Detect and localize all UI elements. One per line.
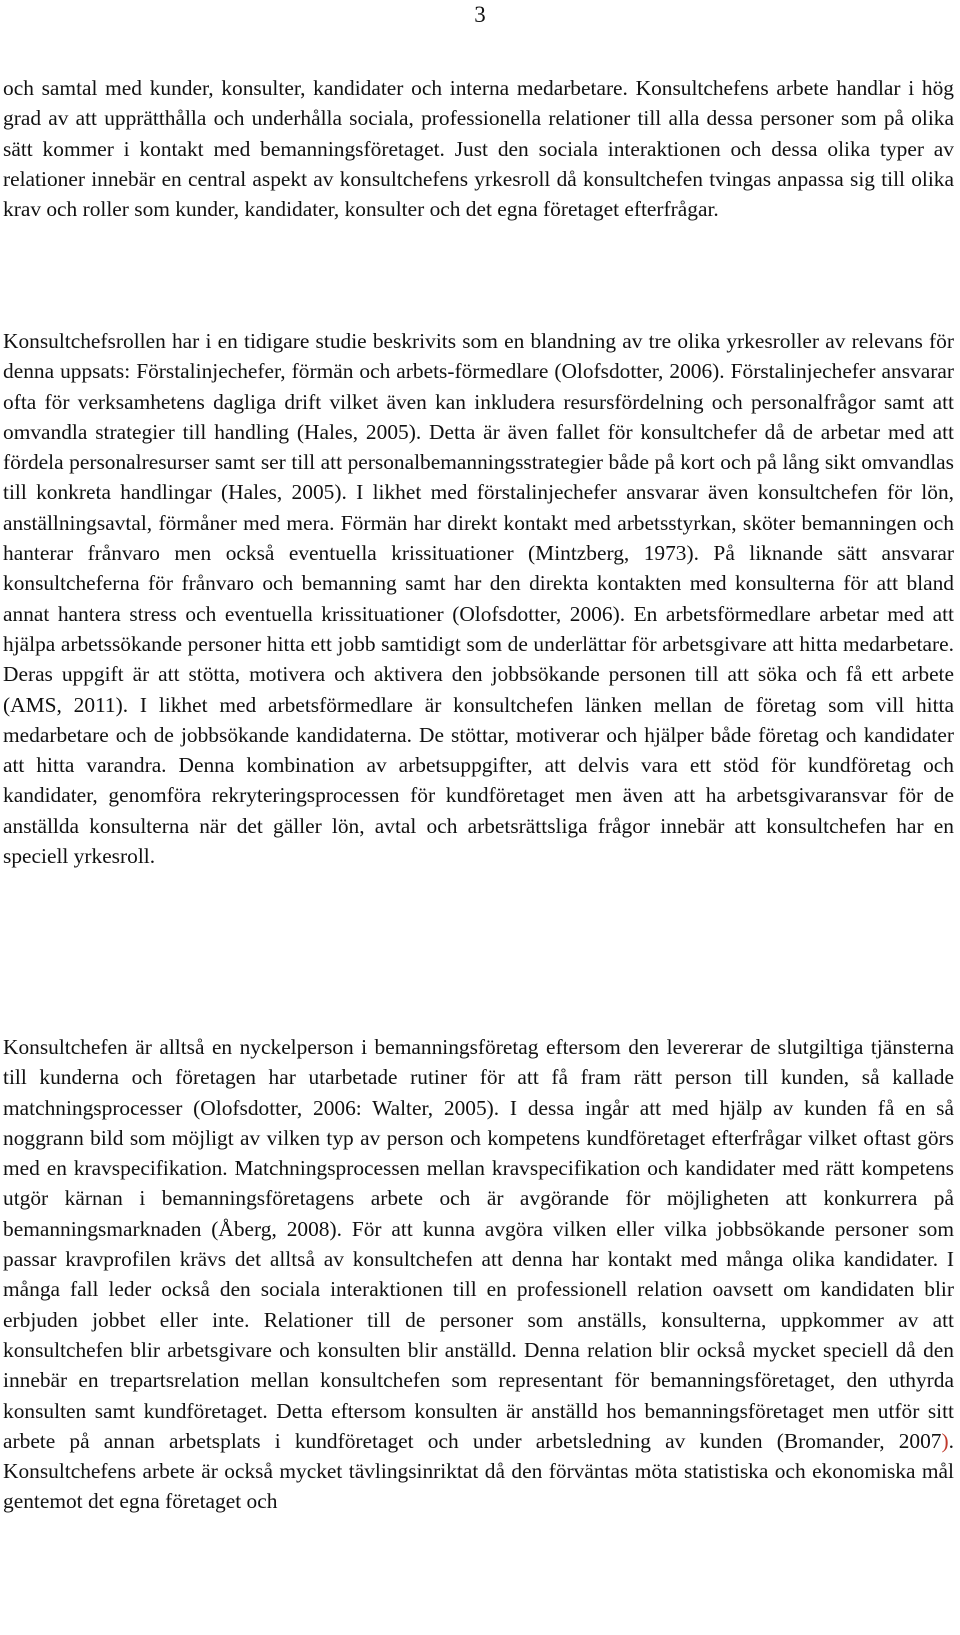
paragraph-3-red-mark: ) (941, 1428, 949, 1453)
paragraph-3-text-b: . Konsultchefens arbete är också mycket tävlingsinriktat då den förväntas möta statistiska och ekonomiska mål gentemot det egna företaget och (3, 1428, 954, 1514)
paragraph-3-text-a: Konsultchefen är alltså en nyckelperson i bemanningsföretag eftersom den levererar de slutgiltiga tjänsterna till kunderna och företagen har utarbetade rutiner för att få fram rätt person till kunden, så kallade matchningsprocesser (Olofsdotter, 2006: Walter, 2005). I dessa ingår att med hjälp av kunden få en så noggrann bild som möjligt av vilken typ av person och kompetens kundföretaget efterfrågar vilket oftast görs med en kravspecifikation. Matchningsprocessen mellan kravspecifikation och kandidater med rätt kompetens utgör kärnan i bemanningsföretagens arbete och är avgörande för möjligheten att konkurrera på bemanningsmarknaden (Åberg, 2008). För att kunna avgöra vilken eller vilka jobbsökande personer som passar kravprofilen krävs det alltså av konsultchefen att denna har kontakt med många olika kandidater. I många fall leder också den sociala interaktionen till en professionell relation oavsett om kandidaten blir erbjuden jobbet eller inte. Relationer till de personer som anställs, konsulterna, uppkommer av att konsultchefen blir arbetsgivare och konsulten blir anställd. Denna relation blir också mycket speciell då den innebär en trepartsrelation mellan konsultchefen som representant för bemanningsföretaget, den uthyrda konsulten samt kundföretaget. Detta eftersom konsulten är anställd hos bemanningsföretaget men utför sitt arbete på annan arbetsplats i kundföretaget och under arbetsledning av kunden (Bromander, 2007 (3, 1035, 954, 1453)
paragraph-1: och samtal med kunder, konsulter, kandidater och interna medarbetare. Konsultchefens arbete handlar i hög grad av att upprätthålla och underhålla sociala, professionella relationer till alla dessa personer som på olika sätt kommer i kontakt med bemanningsföretaget. Just den sociala interaktionen och dessa olika typer av relationer innebär en central aspekt av konsultchefens yrkesroll då konsultchefen tvingas anpassa sig till olika krav och roller som kunder, kandidater, konsulter och det egna företaget efterfrågar. (3, 76, 954, 222)
paragraph-2: Konsultchefsrollen har i en tidigare studie beskrivits som en blandning av tre olika yrkesroller av relevans för denna uppsats: Förstalinjechefer, förmän och arbets-förmedlare (Olofsdotter, 2006). Förstalinjechefer ansvarar ofta för verksamhetens dagliga drift vilket även kan inkludera resursfördelning och personalfrågor samt att omvandla strategier till handling (Hales, 2005). Detta är även fallet för konsultchefer då de arbetar med att fördela personalresurser samt ser till att personalbemanningsstrategier både på kort och på lång sikt omvandlas till konkreta handlingar (Hales, 2005). I likhet med förstalinjechefer ansvarar även konsultchefen för lön, anställningsavtal, förmåner med mera. Förmän har direkt kontakt med arbetsstyrkan, sköter bemanningen och hanterar frånvaro men också eventuella krissituationer (Mintzberg, 1973). På liknande sätt ansvarar konsultcheferna för frånvaro och bemanning samt har den direkta kontakten med konsulterna för att bland annat hantera stress och eventuella krissituationer (Olofsdotter, 2006). En arbetsförmedlare arbetar med att hjälpa arbetssökande personer hitta ett jobb samtidigt som de underlättar för arbetsgivare att hitta medarbetare. Deras uppgift är att stötta, motivera och aktivera den jobbsökande personen till att söka och få ett arbete (AMS, 2011). I likhet med arbetsförmedlare är konsultchefen länken mellan de företag som vill hitta medarbetare och de jobbsökande kandidaterna. De stöttar, motiverar och hjälper både företag och kandidater att hitta varandra. Denna kombination av arbetsuppgifter, att delvis vara ett stöd för kundföretag och kandidater, genomföra rekryteringsprocessen för kundföretaget men även att ha arbetsgivaransvar för de anställda konsulterna när det gäller lön, avtal och arbetsrättsliga frågor innebär att konsultchefen har en speciell yrkesroll. (3, 329, 954, 869)
paragraph-3 (3, 1032, 954, 1517)
page-number: 3 (474, 2, 486, 27)
